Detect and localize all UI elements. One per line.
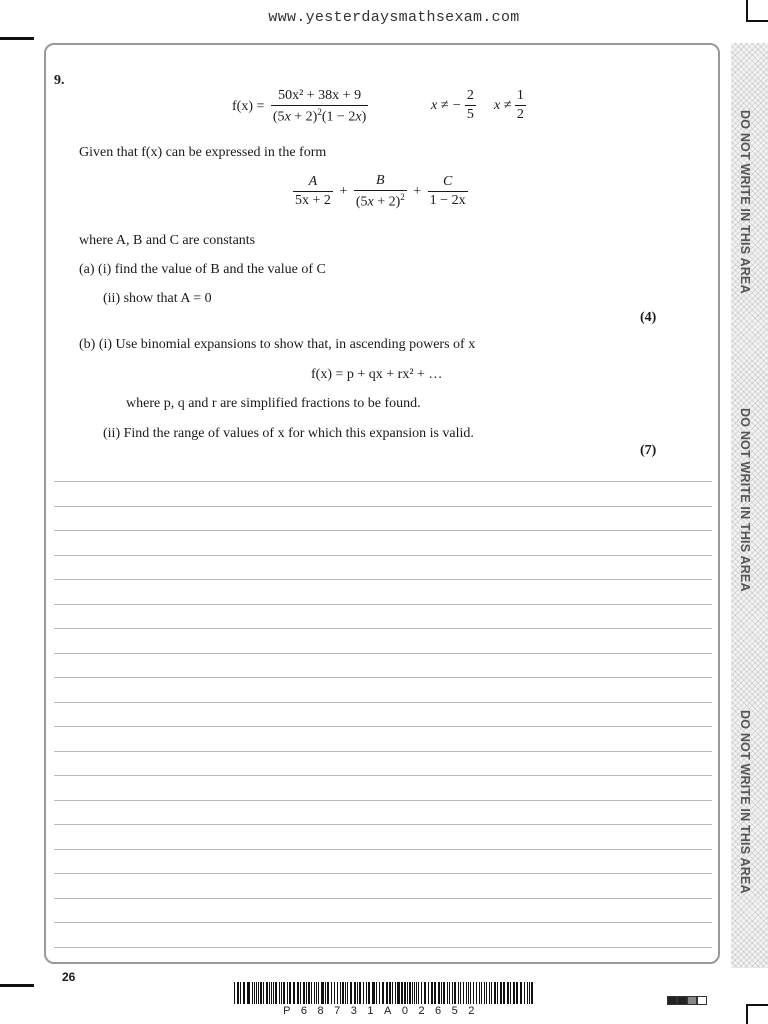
crop-mark-top-right-h (746, 20, 768, 22)
barcode-bar (460, 982, 461, 1004)
barcode-bar (424, 982, 426, 1004)
answer-line[interactable] (54, 702, 712, 703)
barcode-bar (354, 982, 356, 1004)
answer-line[interactable] (54, 947, 712, 948)
barcode-bar (520, 982, 522, 1004)
barcode-bar (263, 982, 264, 1004)
barcode-bar (248, 982, 250, 1004)
barcode-bar (441, 982, 443, 1004)
barcode-bar (293, 982, 295, 1004)
barcode-bar (260, 982, 262, 1004)
barcode-bar (325, 982, 326, 1004)
part-b-ii: (ii) Find the range of values of x for which this expansion is valid. (103, 426, 474, 441)
barcode-bar (418, 982, 420, 1004)
barcode-bar (266, 982, 268, 1004)
barcode-bar (337, 982, 338, 1004)
barcode-bar (314, 982, 315, 1004)
barcode-bar (428, 982, 429, 1004)
given-statement: Given that f(x) can be expressed in the form (79, 145, 327, 160)
barcode-bar (510, 982, 511, 1004)
barcode-bar (481, 982, 482, 1004)
answer-line[interactable] (54, 604, 712, 605)
page-marker-blocks (667, 996, 707, 1005)
barcode-bar (342, 982, 344, 1004)
barcode-bar (443, 982, 445, 1004)
barcode-bar (322, 982, 324, 1004)
barcode-bar (434, 982, 436, 1004)
barcode-bar (376, 982, 377, 1004)
barcode-bar (497, 982, 498, 1004)
barcode-bar (254, 982, 255, 1004)
barcode-bar (458, 982, 459, 1004)
answer-line[interactable] (54, 579, 712, 580)
barcode-bar (392, 982, 393, 1004)
function-denominator: $(5x + 2)^2(1 - 2x)$ (272, 107, 367, 125)
function-definition: f(x) = $\frac{\text{50x² + 38x + 9}}{(5x + 2)^2(1 - 2x)}$ (232, 88, 367, 125)
barcode-bar (359, 982, 361, 1004)
barcode-bar (275, 982, 277, 1004)
barcode-bar (316, 982, 317, 1004)
barcode-bar (279, 982, 280, 1004)
barcode-bar (404, 982, 406, 1004)
part-a-i: (a) (i) find the value of B and the value of C (79, 262, 326, 277)
barcode-bar (531, 982, 533, 1004)
barcode-bar (447, 982, 448, 1004)
answer-line[interactable] (54, 506, 712, 507)
barcode-bar (287, 982, 288, 1004)
barcode-bar (503, 982, 505, 1004)
answer-line[interactable] (54, 628, 712, 629)
barcode-bar (345, 982, 347, 1004)
barcode-bar (468, 982, 469, 1004)
barcode-bar (283, 982, 285, 1004)
barcode-bar (401, 982, 403, 1004)
answer-line[interactable] (54, 653, 712, 654)
answer-line[interactable] (54, 824, 712, 825)
barcode-bar (416, 982, 417, 1004)
barcode-bar (298, 982, 299, 1004)
barcode-bar (516, 982, 518, 1004)
barcode-bar (379, 982, 380, 1004)
barcode-bar (308, 982, 310, 1004)
barcode-bar (340, 982, 341, 1004)
barcode-bar (311, 982, 312, 1004)
answer-line[interactable] (54, 726, 712, 727)
barcode-bar (258, 982, 259, 1004)
answer-line[interactable] (54, 481, 712, 482)
barcode-bar (273, 982, 274, 1004)
barcode-bar (397, 982, 398, 1004)
barcode-bar (306, 982, 307, 1004)
answer-line[interactable] (54, 800, 712, 801)
barcode-bar (269, 982, 270, 1004)
barcode-bar (237, 982, 239, 1004)
barcode-bar (409, 982, 411, 1004)
crop-mark-bottom-right (746, 1004, 748, 1024)
barcode-bar (281, 982, 282, 1004)
barcode-bar (372, 982, 373, 1004)
barcode-bar (366, 982, 367, 1004)
domain-condition-1: x ≠ − $\frac{2}{5}$ (431, 88, 474, 122)
answer-line[interactable] (54, 530, 712, 531)
barcode-bar (484, 982, 485, 1004)
barcode-bar (527, 982, 528, 1004)
barcode (234, 982, 534, 1004)
barcode-bar (327, 982, 329, 1004)
barcode-bar (529, 982, 530, 1004)
barcode-bar (463, 982, 464, 1004)
barcode-bar (407, 982, 408, 1004)
barcode-bar (473, 982, 474, 1004)
barcode-bar (507, 982, 509, 1004)
expansion-formula: f(x) = p + qx + rx² + … (311, 367, 443, 382)
answer-lines[interactable] (54, 481, 712, 971)
barcode-bar (357, 982, 358, 1004)
barcode-bar (386, 982, 388, 1004)
barcode-bar (368, 982, 370, 1004)
crop-mark-top-right (746, 0, 748, 22)
domain-condition-2: x ≠ $\frac{1}{2}$ (494, 88, 524, 122)
barcode-bar (412, 982, 413, 1004)
registration-bar-bottom-left (0, 984, 34, 987)
part-b-i: (b) (i) Use binomial expansions to show that, in ascending powers of x (79, 337, 476, 352)
marker-block (677, 996, 687, 1005)
barcode-bar (438, 982, 440, 1004)
barcode-bar (500, 982, 501, 1004)
barcode-bar (449, 982, 450, 1004)
barcode-bar (382, 982, 384, 1004)
answer-line[interactable] (54, 555, 712, 556)
pqr-statement: where p, q and r are simplified fractions to be found. (126, 396, 421, 411)
barcode-bar (303, 982, 305, 1004)
answer-line[interactable] (54, 873, 712, 874)
barcode-bar (513, 982, 515, 1004)
function-numerator: 50x² + 38x + 9 (278, 88, 362, 103)
barcode-bar (395, 982, 396, 1004)
answer-line[interactable] (54, 775, 712, 776)
barcode-bar (470, 982, 471, 1004)
barcode-bar (421, 982, 422, 1004)
part-a-ii: (ii) show that A = 0 (103, 291, 212, 306)
barcode-bar (240, 982, 241, 1004)
barcode-bar (389, 982, 391, 1004)
barcode-bar (318, 982, 319, 1004)
barcode-bar (524, 982, 526, 1004)
barcode-bar (501, 982, 502, 1004)
barcode-bar (398, 982, 400, 1004)
partial-fractions-form: $\frac{A}{5x + 2}$ + $\frac{B}{(5x + 2)^2}$ + $\frac{C}{1 - 2x}$ (295, 173, 466, 210)
barcode-bar (252, 982, 253, 1004)
crop-mark-bottom-right-h (746, 1004, 768, 1006)
barcode-bar (347, 982, 348, 1004)
answer-line[interactable] (54, 922, 712, 923)
barcode-bar (243, 982, 245, 1004)
barcode-bar (491, 982, 492, 1004)
barcode-bar (494, 982, 496, 1004)
barcode-bar (297, 982, 298, 1004)
answer-line[interactable] (54, 677, 712, 678)
page-number: 26 (62, 970, 76, 984)
barcode-bar (363, 982, 364, 1004)
barcode-bar (334, 982, 335, 1004)
answer-line[interactable] (54, 751, 712, 752)
barcode-bar (466, 982, 467, 1004)
barcode-bar (271, 982, 272, 1004)
barcode-bar (234, 982, 235, 1004)
barcode-bar (479, 982, 480, 1004)
marker-block (697, 996, 707, 1005)
barcode-bar (350, 982, 352, 1004)
marks-part-a: (4) (640, 310, 657, 325)
registration-bar-top-left (0, 37, 34, 40)
answer-line[interactable] (54, 898, 712, 899)
marker-block (687, 996, 697, 1005)
barcode-bar (486, 982, 487, 1004)
answer-line[interactable] (54, 849, 712, 850)
barcode-bar (373, 982, 375, 1004)
barcode-bar (454, 982, 456, 1004)
constants-statement: where A, B and C are constants (79, 233, 256, 248)
barcode-bar (476, 982, 477, 1004)
header-url: www.yesterdaysmathsexam.com (268, 9, 520, 26)
barcode-bar (489, 982, 490, 1004)
question-number: 9. (54, 73, 65, 88)
barcode-bar (247, 982, 248, 1004)
barcode-number: P68731A02652 (283, 1005, 485, 1017)
barcode-bar (431, 982, 433, 1004)
barcode-bar (300, 982, 301, 1004)
marks-part-b: (7) (640, 443, 657, 458)
barcode-bar (331, 982, 332, 1004)
barcode-bar (452, 982, 453, 1004)
barcode-bar (321, 982, 322, 1004)
marker-block (667, 996, 677, 1005)
barcode-bar (289, 982, 291, 1004)
barcode-bar (414, 982, 415, 1004)
barcode-bar (256, 982, 257, 1004)
